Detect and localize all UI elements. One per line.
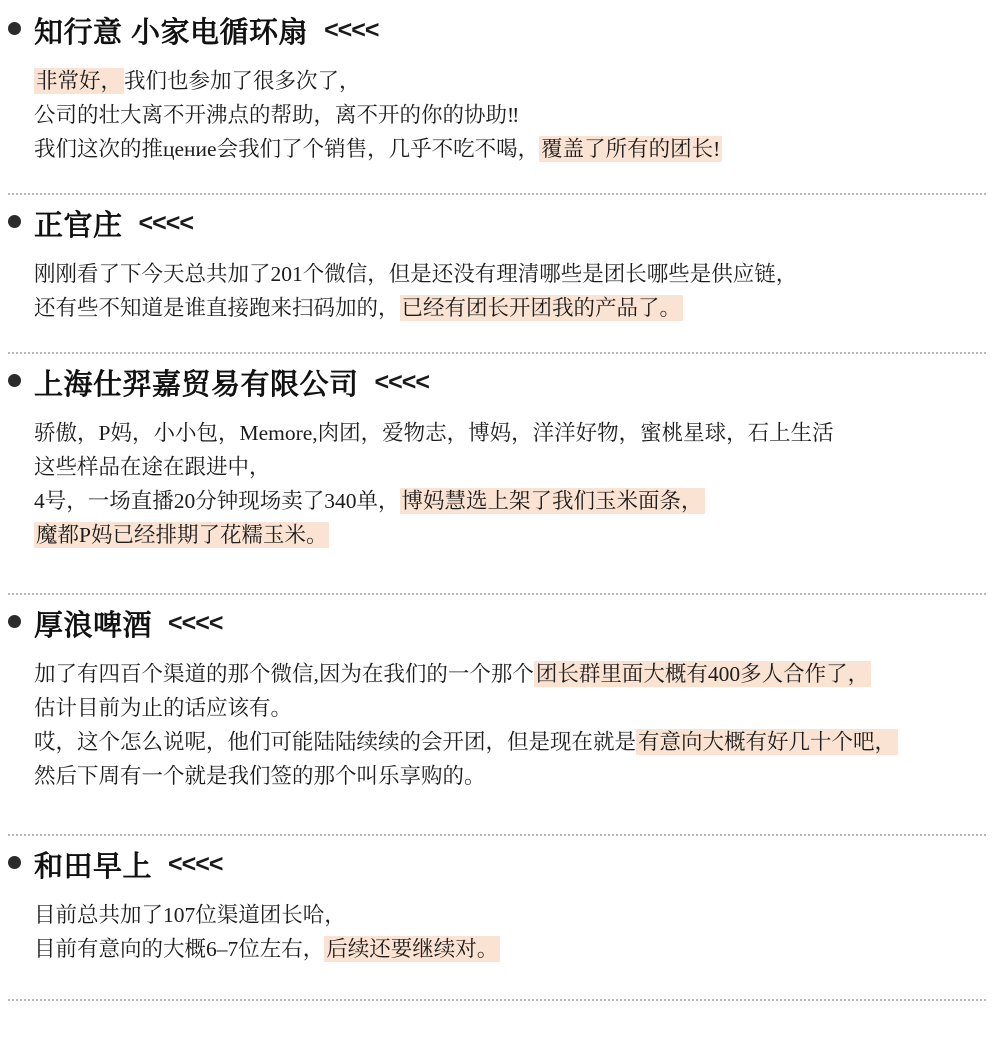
entry-line	[34, 519, 980, 553]
entry-body	[34, 403, 980, 553]
highlighted-text: 魔都P妈已经排期了花糯玉米。	[36, 522, 328, 547]
spacer	[0, 967, 1000, 999]
entry-body	[34, 244, 980, 326]
bullet-icon	[8, 856, 21, 869]
bullet-icon	[8, 22, 21, 35]
entry-title: 厚浪啤酒	[34, 609, 153, 642]
entry-line	[34, 692, 980, 726]
plain-text: 还有些不知道是谁直接跑来扫码加的，	[34, 295, 400, 320]
entry-line	[34, 133, 980, 167]
highlighted-text: 团长群里面大概有400多人合作了，	[535, 661, 870, 686]
plain-text: 然后下周有一个就是我们签的那个叫乐享购的。	[34, 763, 486, 788]
section-divider	[8, 999, 986, 1001]
entry-body	[34, 644, 980, 794]
spacer	[0, 195, 1000, 203]
entry	[0, 362, 1000, 553]
plain-text: 估计目前为止的话应该有。	[34, 695, 293, 720]
entry-line	[34, 451, 980, 485]
entry-header	[34, 203, 980, 244]
plain-text: 加了有四百个渠道的那个微信,因为在我们的一个那个	[34, 661, 534, 686]
plain-text: 目前总共加了107位渠道团长哈，	[34, 902, 346, 927]
arrow-marker-icon: <<<<	[168, 608, 223, 637]
highlighted-text: 后续还要继续对。	[326, 936, 499, 961]
highlighted-text: 非常好，	[36, 69, 123, 93]
plain-text: 骄傲，P妈，小小包，Memore,肉团，爱物志，博妈，洋洋好物，蜜桃星球，石上生活	[34, 420, 834, 445]
plain-text: 我们也参加了很多次了，	[124, 69, 361, 93]
bullet-icon	[8, 374, 21, 387]
entry-line	[34, 65, 980, 99]
entry-line	[34, 258, 980, 292]
plain-text: 哎，这个怎么说呢，他们可能陆陆续续的会开团，但是现在就是	[34, 729, 637, 754]
arrow-marker-icon: <<<<	[374, 367, 429, 396]
entry-line	[34, 417, 980, 451]
spacer	[0, 794, 1000, 834]
entry-line	[34, 485, 980, 519]
entry	[0, 844, 1000, 967]
spacer	[0, 836, 1000, 844]
entry	[0, 603, 1000, 794]
entry-line	[34, 899, 980, 933]
bullet-icon	[8, 215, 21, 228]
entry-title: 正官庄	[34, 209, 123, 242]
arrow-marker-icon: <<<<	[324, 16, 379, 44]
entry-line	[34, 726, 980, 760]
spacer	[0, 553, 1000, 593]
entry-body	[34, 885, 980, 967]
plain-text: 刚刚看了下今天总共加了201个微信，但是还没有理清哪些是团长哪些是供应链，	[34, 261, 798, 286]
spacer	[0, 354, 1000, 362]
entry-line	[34, 292, 980, 326]
plain-text: 目前有意向的大概6–7位左右，	[34, 936, 325, 961]
entry-line	[34, 933, 980, 967]
arrow-marker-icon: <<<<	[168, 849, 223, 878]
entry-header	[34, 844, 980, 885]
entry-line	[34, 99, 980, 133]
entry-line	[34, 760, 980, 794]
entry-title: 知行意 小家电循环扇	[34, 17, 309, 49]
entry-body	[34, 51, 980, 167]
arrow-marker-icon: <<<<	[138, 208, 193, 237]
spacer	[0, 167, 1000, 193]
bullet-icon	[8, 615, 21, 628]
spacer	[0, 595, 1000, 603]
entry-title: 和田早上	[34, 850, 153, 883]
entry-header	[34, 10, 980, 51]
entry-header	[34, 603, 980, 644]
plain-text: 我们这次的推цение会我们了个销售，几乎不吃不喝，	[34, 136, 540, 161]
highlighted-text: 博妈慧选上架了我们玉米面条，	[401, 488, 703, 513]
highlighted-text: 覆盖了所有的团长!	[541, 136, 721, 161]
plain-text: 这些样品在途在跟进中，	[34, 454, 271, 479]
plain-text: 4号，一场直播20分钟现场卖了340单，	[34, 488, 400, 513]
entry-header	[34, 362, 980, 403]
entry-title: 上海仕羿嘉贸易有限公司	[34, 368, 359, 401]
entry	[0, 203, 1000, 326]
entry	[0, 10, 1000, 167]
plain-text: 公司的壮大离不开沸点的帮助，离不开的你的协助‼	[34, 102, 520, 127]
entry-line	[34, 658, 980, 692]
highlighted-text: 有意向大概有好几十个吧，	[638, 729, 897, 754]
highlighted-text: 已经有团长开团我的产品了。	[401, 295, 682, 320]
spacer	[0, 0, 1000, 10]
spacer	[0, 326, 1000, 352]
